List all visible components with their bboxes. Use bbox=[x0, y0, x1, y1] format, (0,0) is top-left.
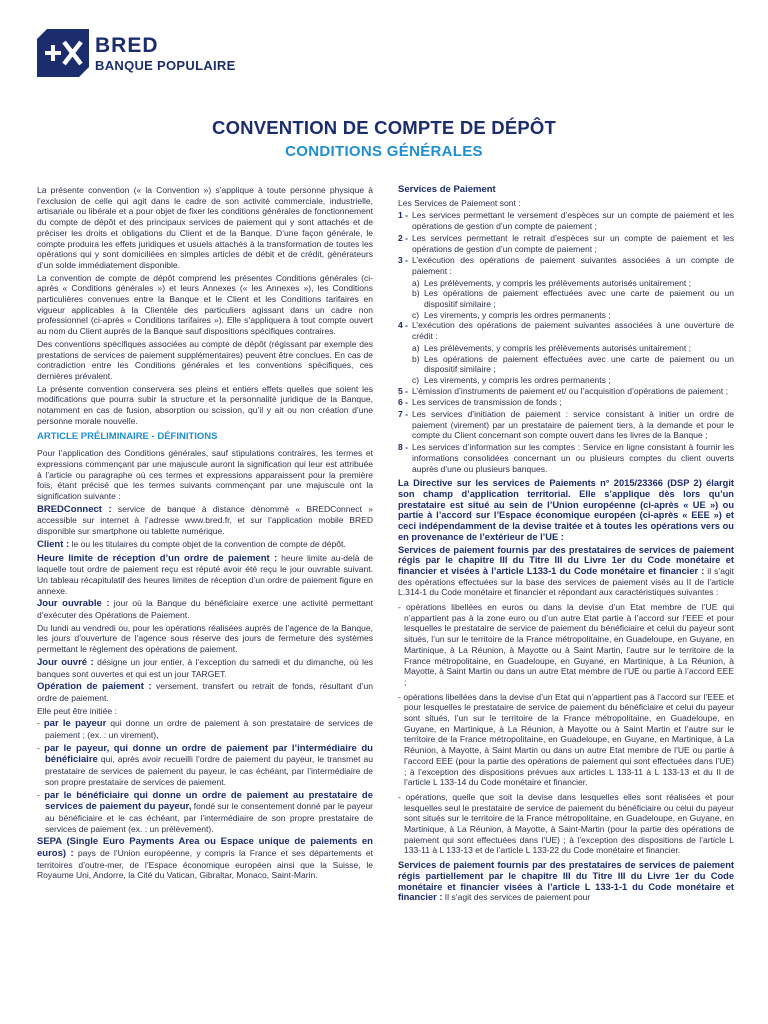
definition-bredconnect bbox=[37, 504, 373, 537]
sub-letter: c) bbox=[412, 309, 420, 320]
paragraph: La présente convention conservera ses pleins et entiers effets quelles que soient les modifications que pourra subir la structure et la personnalité juridique de la Banque, notamment en cas de fusion, absorption ou scission, qu’il y ait ou non création d’une personne morale nouvelle. bbox=[37, 383, 373, 426]
definition-text: heure limite au-delà de laquelle tout ordre de paiement reçu est réputé avoir été reçu le jour ouvrable suivant. Un tableau récapitulatif des heures limites de réception d’un ordre de paiement figure en annexe. bbox=[37, 552, 373, 596]
paragraph: Des conventions spécifiques associées au compte de dépôt (régissant par exemple des prestations de services de paiement supplémentaires) peuvent être conclues. En cas de contradiction entre les Conditions générales et les conventions spécifiques, ces dernières prévalent. bbox=[37, 338, 373, 381]
definition-jour-ouvre bbox=[37, 657, 373, 679]
bullet-item: - opérations libellées dans la devise d’un Etat qui n’appartient pas à l’accord sur l’EEE et pour lesquelles le prestataire de service de paiement du bénéficiaire et celui du payeur sont situés, l’un sur le territoire de la France métropolitaine, en Guadeloupe, en Guyane, en Martinique, à La Réunion, à Mayotte ou à Saint Martin et l’autre sur le territoire de la France métropolitaine, en Guadeloupe, en Guyane, en Martinique, à La Réunion, à Mayotte, à Saint Martin ou dans un autre Etat membre de l’UE ou partie à l’accord EEE (pour la partie des opérations de paiement qui sont effectuées dans l’UE) ; à l’exception des dispositions prévues aux articles L 133-11 à L 133-13 et du II de l’article L 133-14 du Code monétaire et financier. bbox=[398, 691, 734, 788]
term: Services de paiement fournis par des prestataires de services de paiement régis par le chapitre III du Titre III du Livre 1er du Code monétaire et financier et visées à l’article L133-1 du Code monétaire et financier : bbox=[398, 544, 734, 576]
list-item bbox=[398, 409, 734, 441]
term: SEPA (Single Euro Payments Area ou Espace unique de paiements en euros) : bbox=[37, 836, 373, 860]
item-text: Les services de transmission de fonds ; bbox=[412, 397, 562, 408]
definition-text: pays de l’Union européenne, y compris la France et ses départements et territoires d’outre-mer, de l’Espace économique européen ainsi que la Suisse, le Royaume Uni, Andorre, la Cité du Vatican, Gibraltar, Monaco, Saint-Marin. bbox=[37, 848, 374, 881]
list-item bbox=[398, 386, 734, 397]
sub-item bbox=[398, 375, 734, 386]
final-definition bbox=[398, 860, 734, 903]
bullet-item: - opérations libellées en euros ou dans la devise d’un Etat membre de l’UE qui n’appartient pas à la zone euro ou d’un autre Etat partie à l’accord sur l’EEE et pour lesquelles le prestataire de service de paiement du bénéficiaire et celui du payeur sont situés, l’un sur le territoire de la France métropolitaine, en Guadeloupe, en Guyane, en Martinique, à La Réunion, à Mayotte ou à Saint Martin, l’autre sur le territoire de la France métropolitaine, en Guadeloupe, en Guyane, en Martinique, à La Réunion, à Mayotte, à Saint Martin ou dans un autre Etat membre de l’UE ou partie à l’accord EEE ; bbox=[398, 602, 734, 687]
sub-letter: a) bbox=[412, 277, 420, 288]
item-number: 4 - bbox=[398, 320, 408, 331]
term: Client : bbox=[37, 538, 70, 550]
term: par le payeur, qui donne un ordre de paiement par l’intermédiaire du bénéficiaire bbox=[44, 742, 373, 766]
list-item bbox=[398, 233, 734, 254]
definition-heure-limite bbox=[37, 553, 373, 597]
sub-letter: c) bbox=[412, 374, 420, 385]
definition-text: versement, transfert ou retrait de fonds, résultant d’un ordre de paiement. bbox=[37, 681, 373, 703]
sub-item bbox=[398, 310, 734, 321]
item-number: 7 - bbox=[398, 409, 408, 420]
sub-letter: b) bbox=[412, 353, 420, 364]
term: Heure limite de réception d’un ordre de paiement : bbox=[37, 552, 278, 564]
definition-text: qui donne un ordre de paiement à son prestataire de services de paiement ; (ex. : un virement), bbox=[45, 718, 373, 741]
item-number: 8 - bbox=[398, 442, 408, 453]
list-item bbox=[398, 255, 734, 276]
section-heading: Services de Paiement bbox=[398, 184, 496, 195]
bred-logo bbox=[37, 29, 236, 77]
term: par le payeur bbox=[43, 718, 107, 730]
definition-text: fondé sur le consentement donné par le payeur au bénéficiaire et le cas échéant, par l’intermédiaire de son propre prestataire de services de paiement (ex. : un prélèvement). bbox=[45, 801, 373, 834]
left-column bbox=[37, 185, 373, 883]
sub-letter: a) bbox=[412, 342, 420, 353]
sub-item bbox=[398, 354, 734, 375]
term: Jour ouvrable : bbox=[37, 598, 110, 610]
paragraph: La convention de compte de dépôt comprend les présentes Conditions générales (ci-après « Conditions générales ») et leurs Annexes (« les Annexes »), les Conditions particulières convenues entre la Banque et le Client et les Conditions tarifaires en vigueur applicables à la Clientèle des particuliers agissant dans un cadre non professionnel (ci-après « Conditions tarifaires »). Elle s’appliquera à tout compte ouvert au nom du Client auprès de la Banque sauf dispositions spécifiques contraires. bbox=[37, 272, 373, 337]
initiation-item: - par le bénéficiaire qui donne un ordre de paiement au prestataire de services de paiement du payeur, fondé sur le consentement donné par le payeur au bénéficiaire et le cas échéant, par l’intermédiaire de son propre prestataire de services de paiement (ex. : un prélèvement). bbox=[37, 789, 373, 834]
sub-text: Les opérations de paiement effectuées avec une carte de paiement ou un dispositif similaire ; bbox=[424, 288, 734, 310]
item-text: Les services d’initiation de paiement : service consistant à initier un ordre de paiement (virement) par un prestataire de paiement tiers, à la demande et pour le compte du Client concernant son compte ouvert dans les livres de la Banque ; bbox=[412, 409, 734, 441]
item-text: Les services d’information sur les comptes : Service en ligne consistant à fournir les informations consolidées concernant un ou plusieurs comptes du client ouverts auprès d’une ou plusieurs banques. bbox=[412, 442, 734, 474]
list-item bbox=[398, 320, 734, 341]
item-text: L’exécution des opérations de paiement suivantes associées à une ouverture de crédit : bbox=[412, 320, 734, 342]
term: par le bénéficiaire qui donne un ordre de paiement au prestataire de services de paiement du payeur, bbox=[44, 789, 373, 813]
definition-text: le ou les titulaires du compte objet de la convention de compte de dépôt. bbox=[69, 538, 346, 549]
initiation-item: - par le payeur, qui donne un ordre de paiement par l’intermédiaire du bénéficiaire qui, après avoir recueilli l’ordre de paiement du payeur, le transmet au prestataire de services de paiement du payeur, le cas échéant, par l’intermédiaire de son propre prestataire de services de paiement. bbox=[37, 742, 373, 787]
initiation-item: - par le payeur qui donne un ordre de paiement à son prestataire de services de paiement ; (ex. : un virement), bbox=[37, 718, 373, 741]
term: Services de paiement fournis par des prestataires de services de paiement régis partiellement par le chapitre III du Titre III du Livre 1er du Code monétaire et financier visées à l’article L 133-1-1 du Code monétaire et financier : bbox=[398, 860, 734, 903]
sub-item bbox=[398, 288, 734, 309]
paragraph: La présente convention (« la Convention ») s’applique à toute personne physique à l’exclusion de celle qui agit dans le cadre de son activité commerciale, industrielle, artisanale ou libérale et a pour objet de fixer les conditions générales de fonctionnement du compte de dépôt et des principaux services de paiement qui y sont attachés et de préciser les droits et obligations du Client et de la Banque. D’une façon générale, le compte produira les effets juridiques et usuels attachés à la transformation de toutes les opérations qui y sont domiciliées en simples articles de débit et de crédit, générateurs d’un solde immédiatement disponible. bbox=[37, 185, 373, 270]
services-definition bbox=[398, 545, 734, 599]
bullet-item: - opérations, quelle que soit la devise dans lesquelles elles sont réalisées et pour lesquelles seul le prestataire de service de paiement du bénéficiaire ou celui du payeur sont situés sur le territoire de la France métropolitaine, en Guadeloupe, en Guyane, en Martinique, à La Réunion, à Mayotte, à Saint-Martin (pour la partie des opérations de paiement qui sont effectuées dans l’UE) ; à l’exception des dispositions de l’article L 133-11 à L 133-13 et de l’article L 133-22 du Code monétaire et financier. bbox=[398, 791, 734, 856]
definition-client bbox=[37, 539, 373, 551]
item-number: 6 - bbox=[398, 397, 408, 408]
definition-text: il s’agit des opérations effectuées sur la base des services de paiement visés au II de l’article L.314-1 du Code monétaire et financier et répondant aux caractéristiques suivantes : bbox=[398, 565, 734, 598]
sub-item bbox=[398, 278, 734, 289]
list-item bbox=[398, 210, 734, 231]
paragraph: Elle peut être initiée : bbox=[37, 705, 117, 716]
item-number: 1 - bbox=[398, 210, 408, 221]
item-text: L’émission d’instruments de paiement et/ ou l’acquisition d’opérations de paiement ; bbox=[412, 385, 728, 396]
item-number: 3 - bbox=[398, 255, 408, 266]
term: BREDConnect : bbox=[37, 503, 112, 515]
item-text: Les services permettant le retrait d’espèces sur un compte de paiement et les opérations de gestion d’un compte de paiement ; bbox=[412, 232, 734, 254]
document-subtitle: CONDITIONS GÉNÉRALES bbox=[285, 143, 483, 160]
definition-text: service de banque à distance dénommé « BREDConnect » accessible sur internet à l’adresse www.bred.fr, et sur l’application mobile BRED disponible sur smartphone ou tablette numérique. bbox=[37, 503, 373, 537]
document-title: CONVENTION DE COMPTE DE DÉPÔT bbox=[212, 117, 556, 138]
item-text: L’exécution des opérations de paiement suivantes associées à un compte de paiement : bbox=[412, 255, 734, 276]
item-number: 5 - bbox=[398, 385, 408, 396]
paragraph: Du lundi au vendredi ou, pour les opérations réalisées auprès de l’agence de la Banque, les jours d’ouverture de l’agence sous réserve des jours de fermeture des systèmes permettant le règlement des opérations de paiement. bbox=[37, 622, 373, 655]
item-text: Les services permettant le versement d’espèces sur un compte de paiement et les opérations de gestion d’un compte de paiement ; bbox=[412, 210, 734, 232]
paragraph: Les Services de Paiement sont : bbox=[398, 197, 521, 208]
term: Jour ouvré : bbox=[37, 656, 94, 668]
sub-letter: b) bbox=[412, 288, 420, 299]
sub-item bbox=[398, 343, 734, 354]
sub-text: Les prélèvements, y compris les prélèvements autorisés unitairement ; bbox=[424, 277, 691, 288]
section-heading: ARTICLE PRÉLIMINAIRE - DÉFINITIONS bbox=[37, 431, 218, 443]
sub-text: Les virements, y compris les ordres permanents ; bbox=[424, 309, 611, 320]
definition-operation bbox=[37, 681, 373, 703]
list-item bbox=[398, 397, 734, 408]
paragraph: Pour l’application des Conditions générales, sauf stipulations contraires, les termes et expressions commençant par une majuscule auront la signification qui leur est attribuée à l’article ou paragraphe où ces termes et expressions apparaissent pour la première fois, étant précisé que les termes suivants commençant par une majuscule ont la signification suivante : bbox=[37, 448, 373, 501]
definition-text: désigne un jour entier, à l’exception du samedi et du dimanche, où les banques sont ouvertes et qui est un jour TARGET. bbox=[37, 656, 373, 679]
brand-name: BRED bbox=[95, 33, 159, 57]
right-column bbox=[398, 185, 734, 905]
term: Opération de paiement : bbox=[37, 681, 152, 693]
brand-mark-icon bbox=[37, 29, 89, 77]
definition-sepa bbox=[37, 836, 373, 881]
definition-text: Il s’agit des services de paiement pour bbox=[442, 892, 591, 903]
sub-text: Les virements, y compris les ordres permanents ; bbox=[424, 374, 611, 385]
sub-text: Les opérations de paiement effectuées avec une carte de paiement ou un dispositif similaire ; bbox=[424, 353, 734, 375]
item-number: 2 - bbox=[398, 232, 408, 243]
list-item bbox=[398, 442, 734, 474]
dsp2-paragraph: La Directive sur les services de Paiements n° 2015/23366 (DSP 2) élargit son champ d’application territorial. Elle s’applique dès lors qu’un prestataire est situé au sein de l’Union européenne (ci-après « UE ») ou partie à l’accord sur l’Espace économique européen (ci-après « EEE ») et ceci indépendamment de la devise traitée et à toutes les opérations vers ou en provenance de l’extérieur de l’UE : bbox=[398, 478, 734, 542]
definition-jour-ouvrable bbox=[37, 598, 373, 620]
definition-text: jour où la Banque du bénéficiaire exerce une activité permettant d’exécuter des Opérations de Paiement. bbox=[37, 598, 373, 621]
sub-text: Les prélèvements, y compris les prélèvements autorisés unitairement ; bbox=[424, 342, 691, 353]
definition-text: qui, après avoir recueilli l’ordre de paiement du payeur, le transmet au prestataire de services de paiement du payeur, le cas échéant, par l’intermédiaire de son propre prestataire de services de paiement. bbox=[45, 754, 373, 787]
brand-subtitle: BANQUE POPULAIRE bbox=[95, 57, 236, 73]
